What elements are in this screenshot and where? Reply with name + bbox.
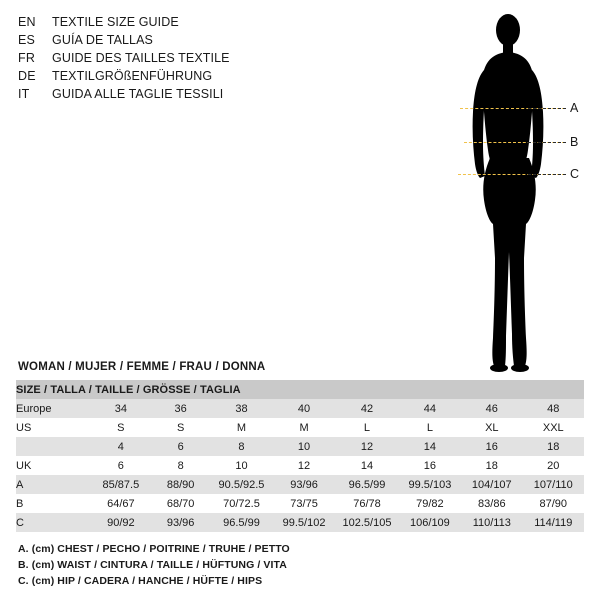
cell-uk-6: 18	[461, 456, 523, 475]
title-text-es: GUÍA DE TALLAS	[52, 33, 153, 47]
title-block	[18, 15, 318, 105]
cell-usnum-5: 14	[399, 437, 461, 456]
row-label-a: A	[16, 475, 90, 494]
title-row-en	[18, 15, 318, 33]
cell-uk-7: 20	[523, 456, 584, 475]
row-label-b: B	[16, 494, 90, 513]
title-row-es	[18, 33, 318, 51]
title-row-it	[18, 87, 318, 105]
table-row	[16, 399, 584, 418]
title-text-de: TEXTILGRÖßENFÜHRUNG	[52, 69, 213, 83]
cell-a-3: 93/96	[273, 475, 335, 494]
cell-b-4: 76/78	[335, 494, 399, 513]
cell-europe-3: 40	[273, 399, 335, 418]
table-row	[16, 513, 584, 532]
language-code-it: IT	[18, 87, 30, 101]
row-label-uk: UK	[16, 456, 90, 475]
measure-line-c-dark	[528, 174, 566, 175]
row-label-us: US	[16, 418, 90, 437]
cell-c-7: 114/119	[523, 513, 584, 532]
note-c: C. (cm) HIP / CADERA / HANCHE / HÜFTE / HIPS	[18, 575, 263, 587]
cell-europe-1: 36	[151, 399, 210, 418]
table-row	[16, 456, 584, 475]
cell-a-2: 90.5/92.5	[210, 475, 273, 494]
cell-uk-0: 6	[90, 456, 151, 475]
cell-uk-1: 8	[151, 456, 210, 475]
cell-europe-2: 38	[210, 399, 273, 418]
table-header-label: SIZE / TALLA / TAILLE / GRÖSSE / TAGLIA	[16, 380, 584, 399]
cell-a-1: 88/90	[151, 475, 210, 494]
cell-usnum-2: 8	[210, 437, 273, 456]
table-row	[16, 475, 584, 494]
cell-europe-6: 46	[461, 399, 523, 418]
measure-label-c: C	[570, 167, 580, 181]
section-heading-woman: WOMAN / MUJER / FEMME / FRAU / DONNA	[18, 361, 266, 373]
woman-silhouette-icon	[450, 8, 570, 378]
cell-us-4: L	[335, 418, 399, 437]
table-row	[16, 494, 584, 513]
cell-a-5: 99.5/103	[399, 475, 461, 494]
cell-europe-5: 44	[399, 399, 461, 418]
cell-us-0: S	[90, 418, 151, 437]
cell-c-4: 102.5/105	[335, 513, 399, 532]
figure-area	[420, 8, 590, 378]
cell-b-3: 73/75	[273, 494, 335, 513]
cell-europe-0: 34	[90, 399, 151, 418]
cell-usnum-6: 16	[461, 437, 523, 456]
cell-uk-5: 16	[399, 456, 461, 475]
cell-b-7: 87/90	[523, 494, 584, 513]
cell-uk-4: 14	[335, 456, 399, 475]
cell-c-1: 93/96	[151, 513, 210, 532]
title-row-de	[18, 69, 318, 87]
cell-us-7: XXL	[523, 418, 584, 437]
title-text-en: TEXTILE SIZE GUIDE	[52, 15, 179, 29]
table-row	[16, 437, 584, 456]
cell-c-2: 96.5/99	[210, 513, 273, 532]
cell-us-5: L	[399, 418, 461, 437]
cell-us-2: M	[210, 418, 273, 437]
note-b: B. (cm) WAIST / CINTURA / TAILLE / HÜFTUNG / VITA	[18, 559, 287, 571]
cell-c-6: 110/113	[461, 513, 523, 532]
cell-europe-7: 48	[523, 399, 584, 418]
measure-label-b: B	[570, 135, 579, 149]
cell-a-7: 107/110	[523, 475, 584, 494]
cell-a-6: 104/107	[461, 475, 523, 494]
language-code-en: EN	[18, 15, 36, 29]
title-row-fr	[18, 51, 318, 69]
language-code-de: DE	[18, 69, 36, 83]
title-text-it: GUIDA ALLE TAGLIE TESSILI	[52, 87, 224, 101]
cell-us-3: M	[273, 418, 335, 437]
measure-label-a: A	[570, 101, 579, 115]
cell-b-0: 64/67	[90, 494, 151, 513]
cell-b-5: 79/82	[399, 494, 461, 513]
size-table	[16, 380, 584, 532]
size-table-wrapper	[16, 380, 584, 532]
cell-a-4: 96.5/99	[335, 475, 399, 494]
cell-a-0: 85/87.5	[90, 475, 151, 494]
row-label-europe: Europe	[16, 399, 90, 418]
cell-b-6: 83/86	[461, 494, 523, 513]
cell-b-1: 68/70	[151, 494, 210, 513]
cell-usnum-7: 18	[523, 437, 584, 456]
row-label-c: C	[16, 513, 90, 532]
row-label-us-numeric	[16, 437, 90, 456]
cell-uk-3: 12	[273, 456, 335, 475]
cell-usnum-1: 6	[151, 437, 210, 456]
table-header-row	[16, 380, 584, 399]
language-code-es: ES	[18, 33, 36, 47]
cell-usnum-3: 10	[273, 437, 335, 456]
cell-c-0: 90/92	[90, 513, 151, 532]
measure-line-b-dark	[528, 142, 566, 143]
cell-us-6: XL	[461, 418, 523, 437]
measurement-notes	[18, 541, 578, 589]
title-text-fr: GUIDE DES TAILLES TEXTILE	[52, 51, 230, 65]
cell-b-2: 70/72.5	[210, 494, 273, 513]
measure-line-a-dark	[528, 108, 566, 109]
table-row	[16, 418, 584, 437]
cell-c-3: 99.5/102	[273, 513, 335, 532]
cell-us-1: S	[151, 418, 210, 437]
cell-uk-2: 10	[210, 456, 273, 475]
cell-c-5: 106/109	[399, 513, 461, 532]
cell-usnum-4: 12	[335, 437, 399, 456]
language-code-fr: FR	[18, 51, 36, 65]
cell-europe-4: 42	[335, 399, 399, 418]
cell-usnum-0: 4	[90, 437, 151, 456]
note-a: A. (cm) CHEST / PECHO / POITRINE / TRUHE / PETTO	[18, 543, 290, 555]
